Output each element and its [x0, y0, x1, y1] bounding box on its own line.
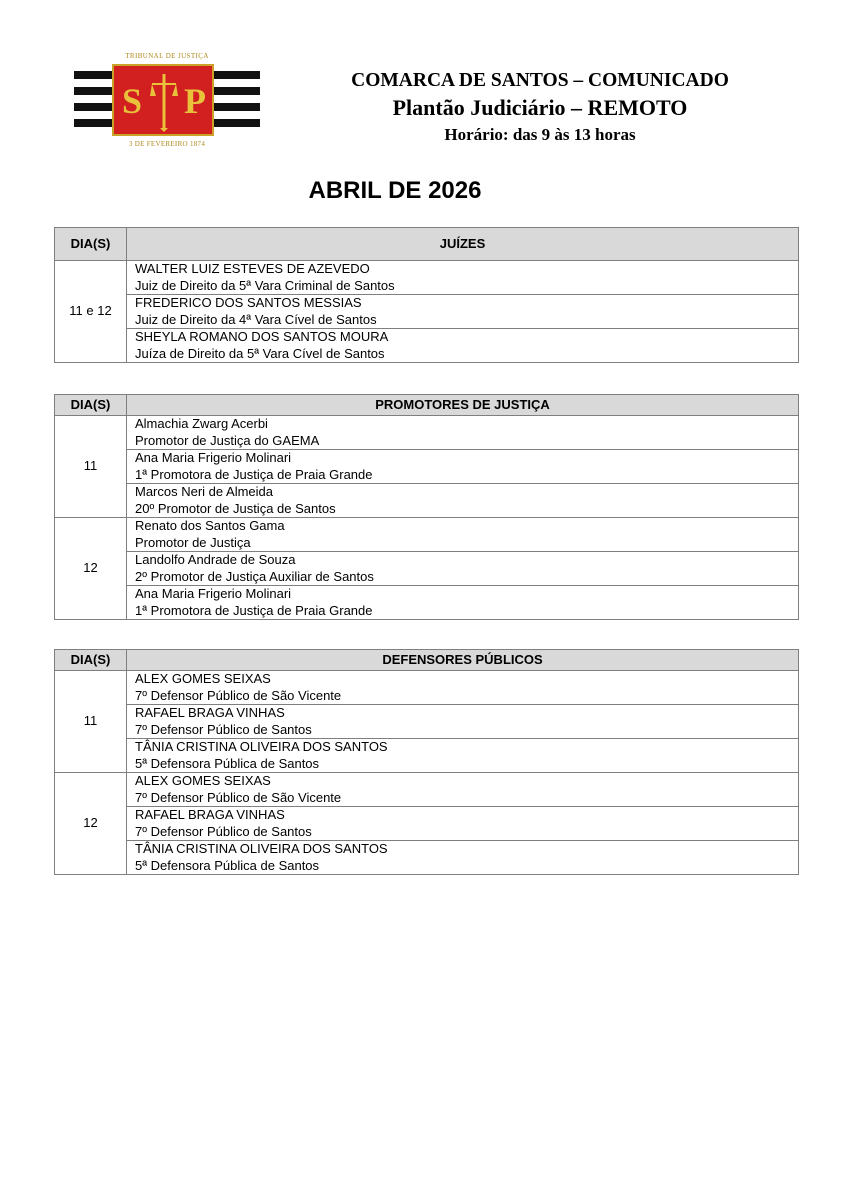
month-title: ABRIL DE 2026: [308, 177, 482, 204]
defender-entry: [127, 739, 799, 773]
person-name: WALTER LUIZ ESTEVES DE AZEVEDO: [135, 261, 370, 276]
defender-entry: [127, 807, 799, 841]
table-row: [55, 586, 799, 620]
table-row: [55, 261, 799, 295]
table-row: [55, 739, 799, 773]
person-role: 7º Defensor Público de Santos: [135, 721, 312, 737]
person-role: 5ª Defensora Pública de Santos: [135, 755, 320, 771]
prosecutor-entry: [127, 552, 799, 586]
person-name: TÂNIA CRISTINA OLIVEIRA DOS SANTOS: [135, 841, 388, 856]
person-name: SHEYLA ROMANO DOS SANTOS MOURA: [135, 329, 389, 344]
table-row: [55, 705, 799, 739]
logo-seal: [112, 64, 214, 136]
prosecutors-col-title: PROMOTORES DE JUSTIÇA: [127, 395, 799, 416]
scales-of-justice-icon: [150, 72, 178, 132]
person-role: 5ª Defensora Pública de Santos: [135, 857, 320, 873]
defenders-col-day: DIA(S): [55, 650, 127, 671]
prosecutor-entry: [127, 484, 799, 518]
defenders-day-11: 11: [55, 671, 127, 773]
table-row: [55, 450, 799, 484]
person-role: 1ª Promotora de Justiça de Praia Grande: [135, 466, 373, 482]
defenders-day-12: 12: [55, 773, 127, 875]
table-row: [55, 518, 799, 552]
table-row: [55, 671, 799, 705]
person-role: Promotor de Justiça: [135, 534, 251, 550]
tjsp-logo: [74, 52, 260, 152]
person-role: Juíza de Direito da 5ª Vara Cível de Santos: [135, 345, 385, 361]
person-name: Renato dos Santos Gama: [135, 518, 285, 533]
person-role: 7º Defensor Público de São Vicente: [135, 687, 342, 703]
table-row: [55, 416, 799, 450]
person-role: Juiz de Direito da 4ª Vara Cível de Santos: [135, 311, 377, 327]
defender-entry: [127, 773, 799, 807]
person-name: Ana Maria Frigerio Molinari: [135, 450, 292, 465]
table-row: [55, 329, 799, 363]
logo-bottom-text: 3 DE FEVEREIRO 1874: [128, 140, 206, 148]
prosecutors-table: [54, 394, 799, 620]
logo-letter-s: S: [122, 81, 143, 121]
person-name: ALEX GOMES SEIXAS: [135, 671, 271, 686]
prosecutor-entry: [127, 450, 799, 484]
judge-entry: [127, 295, 799, 329]
prosecutor-entry: [127, 416, 799, 450]
header-title: COMARCA DE SANTOS – COMUNICADO: [351, 70, 729, 91]
defender-entry: [127, 705, 799, 739]
person-name: Almachia Zwarg Acerbi: [135, 416, 268, 431]
person-role: 1ª Promotora de Justiça de Praia Grande: [135, 602, 373, 618]
header-hours: Horário: das 9 às 13 horas: [444, 125, 636, 144]
prosecutor-entry: [127, 586, 799, 620]
person-name: TÂNIA CRISTINA OLIVEIRA DOS SANTOS: [135, 739, 388, 754]
judges-table: [54, 227, 799, 363]
prosecutors-day-11: 11: [55, 416, 127, 518]
person-name: ALEX GOMES SEIXAS: [135, 773, 271, 788]
logo-top-text: TRIBUNAL DE JUSTIÇA: [125, 52, 209, 60]
person-name: Ana Maria Frigerio Molinari: [135, 586, 292, 601]
judges-day: 11 e 12: [55, 261, 127, 363]
person-role: Promotor de Justiça do GAEMA: [135, 432, 320, 448]
table-row: [55, 841, 799, 875]
table-row: [55, 295, 799, 329]
defender-entry: [127, 671, 799, 705]
person-name: Landolfo Andrade de Souza: [135, 552, 296, 567]
person-role: Juiz de Direito da 5ª Vara Criminal de Santos: [135, 277, 395, 293]
person-role: 2º Promotor de Justiça Auxiliar de Santos: [135, 568, 374, 584]
defender-entry: [127, 841, 799, 875]
prosecutors-col-day: DIA(S): [55, 395, 127, 416]
person-name: FREDERICO DOS SANTOS MESSIAS: [135, 295, 362, 310]
table-row: [55, 552, 799, 586]
table-row: [55, 484, 799, 518]
person-name: Marcos Neri de Almeida: [135, 484, 273, 499]
judges-col-day: DIA(S): [55, 228, 127, 261]
judge-entry: [127, 261, 799, 295]
defenders-col-title: DEFENSORES PÚBLICOS: [127, 650, 799, 671]
person-role: 20º Promotor de Justiça de Santos: [135, 500, 336, 516]
judge-entry: [127, 329, 799, 363]
header-subtitle: Plantão Judiciário – REMOTO: [392, 95, 688, 120]
person-name: RAFAEL BRAGA VINHAS: [135, 807, 285, 822]
person-role: 7º Defensor Público de Santos: [135, 823, 312, 839]
table-row: [55, 807, 799, 841]
table-row: [55, 773, 799, 807]
prosecutors-day-12: 12: [55, 518, 127, 620]
person-role: 7º Defensor Público de São Vicente: [135, 789, 342, 805]
judges-col-title: JUÍZES: [127, 228, 799, 261]
defenders-table: [54, 649, 799, 875]
logo-letter-p: P: [184, 81, 206, 121]
prosecutor-entry: [127, 518, 799, 552]
person-name: RAFAEL BRAGA VINHAS: [135, 705, 285, 720]
